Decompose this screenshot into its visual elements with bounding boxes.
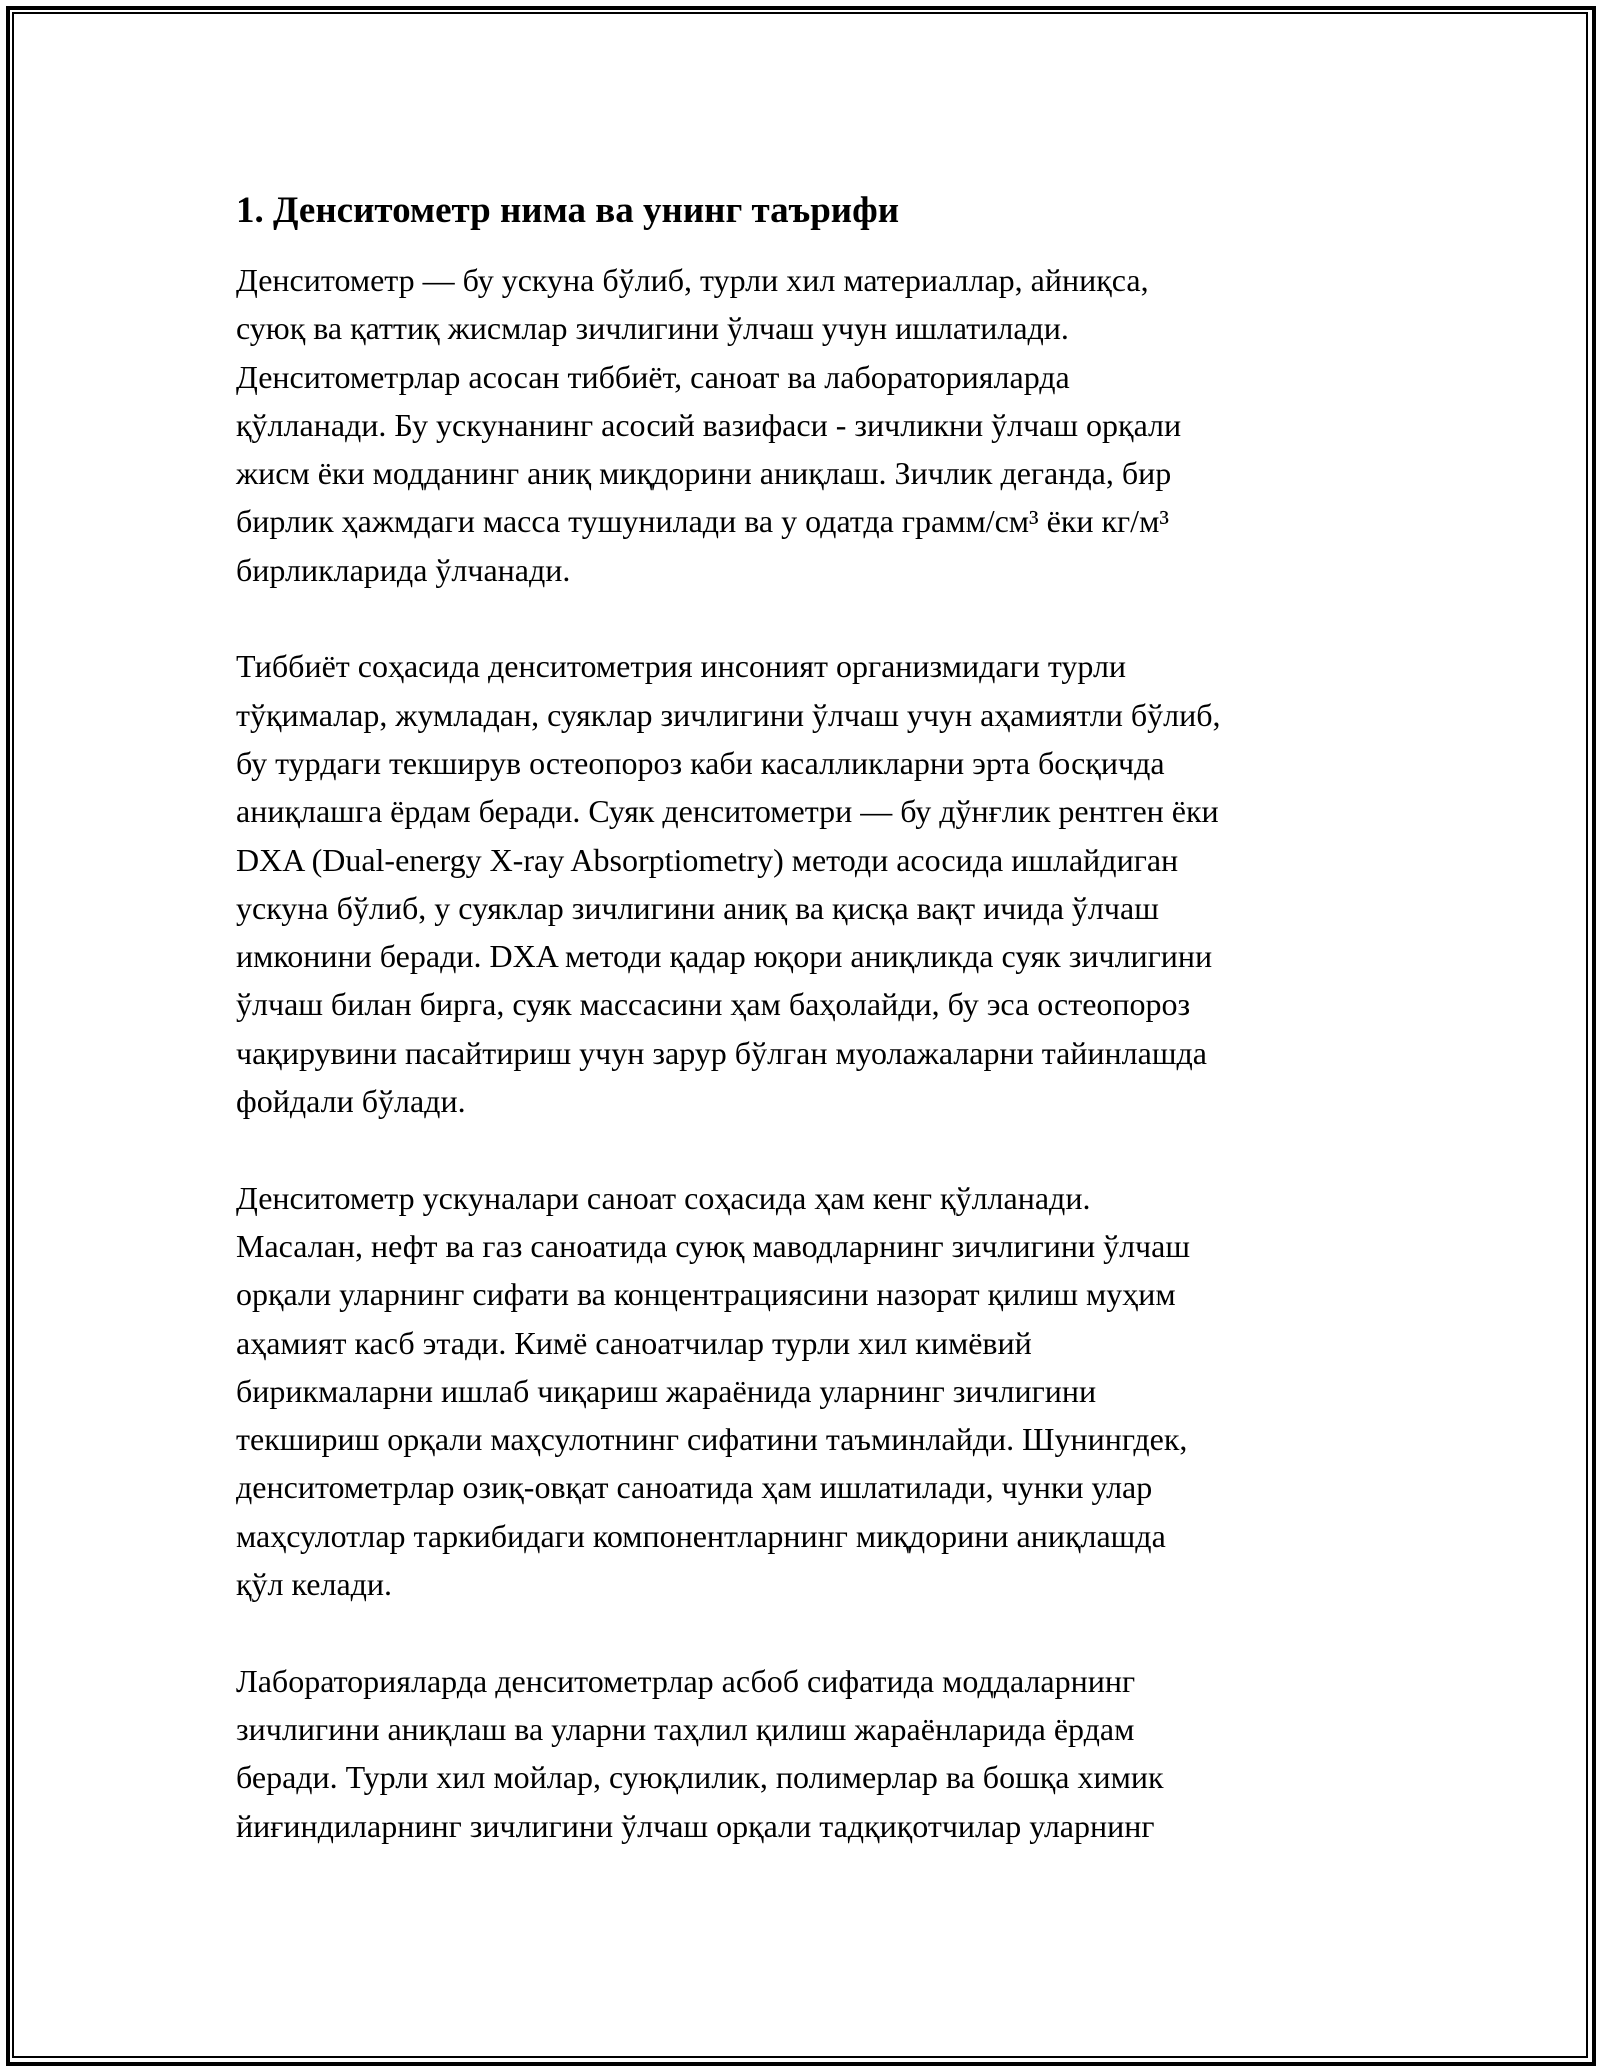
paragraph-line: Лабораторияларда денситометрлар асбоб сифатида моддаларнинг (236, 1662, 1136, 1699)
paragraph-line: беради. Турли хил мойлар, суюқлилик, полимерлар ва бошқа химик (236, 1759, 1164, 1796)
paragraph (236, 1174, 1386, 1609)
paragraph-list (236, 256, 1386, 1850)
paragraph-line: жисм ёки модданинг аниқ миқдорини аниқлаш. Зичлик деганда, бир (236, 455, 1172, 492)
paragraph-line: чақирувини пасайтириш учун зарур бўлган муолажаларни тайинлашда (236, 1034, 1207, 1071)
paragraph-line: тўқималар, жумладан, суяклар зичлигини ўлчаш учун аҳамиятли бўлиб, (236, 696, 1221, 733)
paragraph-line: бу турдаги текширув остеопороз каби касалликларни эрта босқичда (236, 744, 1165, 781)
paragraph (236, 256, 1386, 594)
paragraph-line: ўлчаш билан бирга, суяк массасини ҳам баҳолайди, бу эса остеопороз (236, 986, 1191, 1023)
paragraph-line: орқали уларнинг сифати ва концентрациясини назорат қилиш муҳим (236, 1276, 1176, 1313)
paragraph-line: бирлик ҳажмдаги масса тушунилади ва у одатда грамм/см³ ёки кг/м³ (236, 503, 1169, 540)
paragraph (236, 642, 1386, 1125)
paragraph-line: фойдали бўлади. (236, 1083, 466, 1120)
paragraph-line: Тиббиёт соҳасида денситометрия инсоният организмидаги турли (236, 648, 1127, 685)
paragraph-line: Денситометрлар асосан тиббиёт, саноат ва лабораторияларда (236, 358, 1070, 395)
paragraph-line: бирикмаларни ишлаб чиқариш жараёнида уларнинг зичлигини (236, 1372, 1097, 1409)
paragraph-line: Масалан, нефт ва газ саноатида суюқ маводларнинг зичлигини ўлчаш (236, 1227, 1190, 1264)
paragraph-line: суюқ ва қаттиқ жисмлар зичлигини ўлчаш учун ишлатилади. (236, 310, 1069, 347)
paragraph-line: DXA (Dual-energy X-ray Absorptiometry) методи асосида ишлайдиган (236, 841, 1179, 878)
paragraph-line: маҳсулотлар таркибидаги компонентларнинг миқдорини аниқлашда (236, 1517, 1166, 1554)
paragraph (236, 1657, 1386, 1850)
paragraph-line: йиғиндиларнинг зичлигини ўлчаш орқали тадқиқотчилар уларнинг (236, 1807, 1155, 1844)
document-body (236, 186, 1386, 1898)
paragraph-line: ускуна бўлиб, у суяклар зичлигини аниқ ва қисқа вақт ичида ўлчаш (236, 889, 1159, 926)
paragraph-line: текшириш орқали маҳсулотнинг сифатини таъминлайди. Шунингдек, (236, 1421, 1188, 1458)
paragraph-line: Денситометр — бу ускуна бўлиб, турли хил материаллар, айниқса, (236, 262, 1149, 298)
paragraph-line: аҳамият касб этади. Кимё саноатчилар турли хил кимёвий (236, 1324, 1032, 1361)
paragraph-line: денситометрлар озиқ-овқат саноатида ҳам ишлатилади, чунки улар (236, 1469, 1153, 1506)
paragraph-line: қўлланади. Бу ускунанинг асосий вазифаси - зичликни ўлчаш орқали (236, 406, 1182, 443)
paragraph-line: имконини беради. DXA методи қадар юқори аниқликда суяк зичлигини (236, 938, 1213, 975)
paragraph-line: Денситометр ускуналари саноат соҳасида ҳам кенг қўлланади. (236, 1179, 1091, 1216)
section-heading: 1. Денситометр нима ва унинг таърифи (236, 190, 900, 231)
paragraph-line: аниқлашга ёрдам беради. Суяк денситометри — бу дўнғлик рентген ёки (236, 793, 1219, 830)
paragraph-line: зичлигини аниқлаш ва уларни таҳлил қилиш жараёнларида ёрдам (236, 1710, 1135, 1747)
paragraph-line: бирликларида ўлчанади. (236, 551, 571, 588)
paragraph-line: қўл келади. (236, 1566, 393, 1603)
